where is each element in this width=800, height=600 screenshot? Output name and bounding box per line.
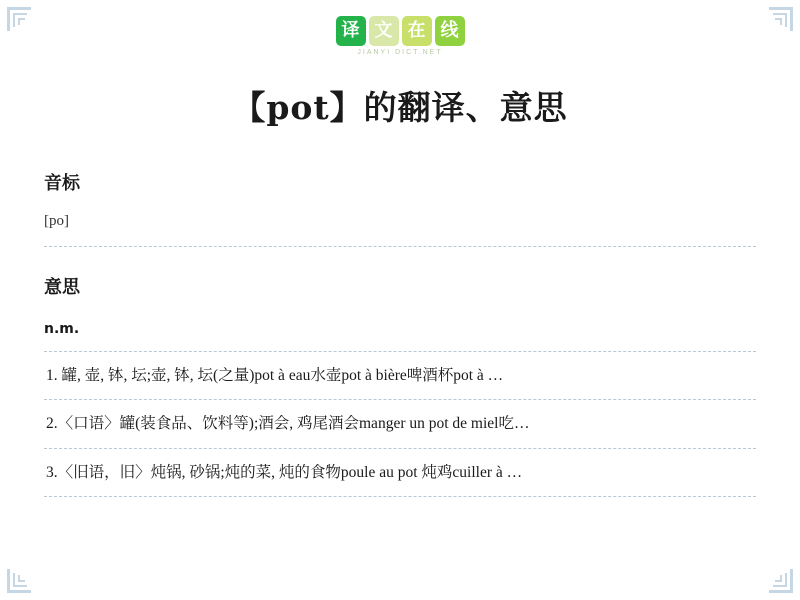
- site-logo[interactable]: [44, 16, 756, 56]
- logo-block-2: 文: [369, 16, 399, 46]
- phonetic-heading: 音标: [44, 173, 80, 194]
- meaning-heading: 意思: [44, 277, 80, 298]
- list-item: 2.〈口语〉罐(装食品、饮料等);酒会, 鸡尾酒会manger un pot de miel吃…: [46, 415, 530, 433]
- divider: [44, 246, 756, 247]
- logo-block-3: 在: [402, 16, 432, 46]
- logo-caption: JIANYI DICT.NET: [357, 49, 443, 56]
- logo-block-4: 线: [435, 16, 465, 46]
- list-item: 3.〈旧语，旧〉炖锅, 砂锅;炖的菜, 炖的食物poule au pot 炖鸡cuiller à …: [46, 463, 523, 481]
- page-title: 【pot】的翻译、意思: [232, 88, 568, 127]
- logo-block-1: 译: [336, 16, 366, 46]
- divider: [44, 496, 756, 497]
- definition-list: [44, 352, 756, 497]
- list-item: 1. 罐, 壶, 钵, 坛;壶, 钵, 坛(之量)pot à eau水壶pot à bière啤酒杯pot à …: [46, 367, 504, 384]
- logo-blocks: [336, 16, 465, 46]
- phonetic-value: [po]: [44, 213, 69, 229]
- part-of-speech: n.m.: [44, 321, 80, 337]
